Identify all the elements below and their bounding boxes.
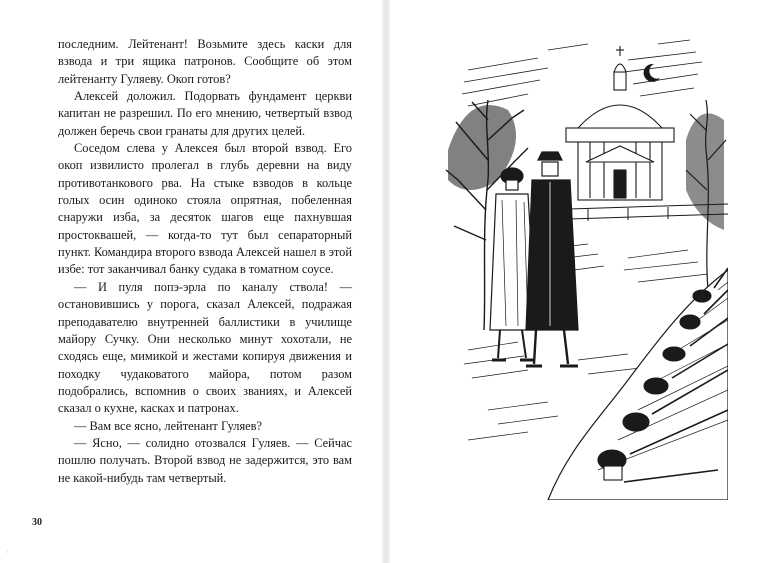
illustration-icon	[428, 30, 728, 500]
paragraph-6: — Ясно, — солидно отозвался Гуляев. — Сейчас пошлю получать. Второй взвод не задержится, это вам не какой-нибудь там четвертый.	[58, 435, 352, 485]
paragraph-2: Алексей доложил. Подорвать фундамент церкви капитан не разрешил. По его мнению, четвертый взвод должен беречь свои гранаты для других целей.	[58, 89, 352, 138]
sky-hatching	[462, 40, 702, 106]
corner-mark: ·	[6, 548, 9, 558]
paragraph-5: — Вам все ясно, лейтенант Гуляев?	[74, 418, 263, 433]
paragraph-3: Соседом слева у Алексея был второй взвод. Его окоп извилисто пролегал в глубь деревни на виду противотанкового рва. На стыке взводов в кольце голых осин одиноко стояла опрятная, побеленная снаружи изба, за десяток шагов еще пахнувшая простоквашей, — когда-то тут был сепараторный пункт. Командира второго взвода Алексей нашел в этой избе: тот заканчивал банку судака в томатном соусе.	[58, 141, 352, 277]
left-page	[0, 0, 384, 563]
moon-icon	[644, 64, 660, 82]
paragraph-1: последним. Лейтенант! Возьмите здесь каски для взвода и три ящика патронов. Сообщите об этом лейтенанту Гуляеву. Окоп готов?	[58, 37, 352, 86]
page-number: 30	[32, 517, 42, 528]
body-text	[58, 36, 352, 487]
paragraph-4: — И пуля попэ-эрла по каналу ствола! — остановившись у порога, сказал Алексей, подражая преподавателю внутренней баллистики в училище майору Сучку. Они несколько минут хохотали, не сходясь еще, мимикой и жестами копируя движения и походку чудаковатого майора, потом разом подобрались, вспомнив о своих званиях, и Алексей сказал о кухне, касках и патронах.	[58, 279, 352, 416]
book-gutter	[382, 0, 390, 563]
officer-right	[526, 152, 578, 366]
right-page	[392, 0, 770, 563]
tree-right-foliage	[686, 113, 724, 230]
church	[566, 46, 674, 200]
